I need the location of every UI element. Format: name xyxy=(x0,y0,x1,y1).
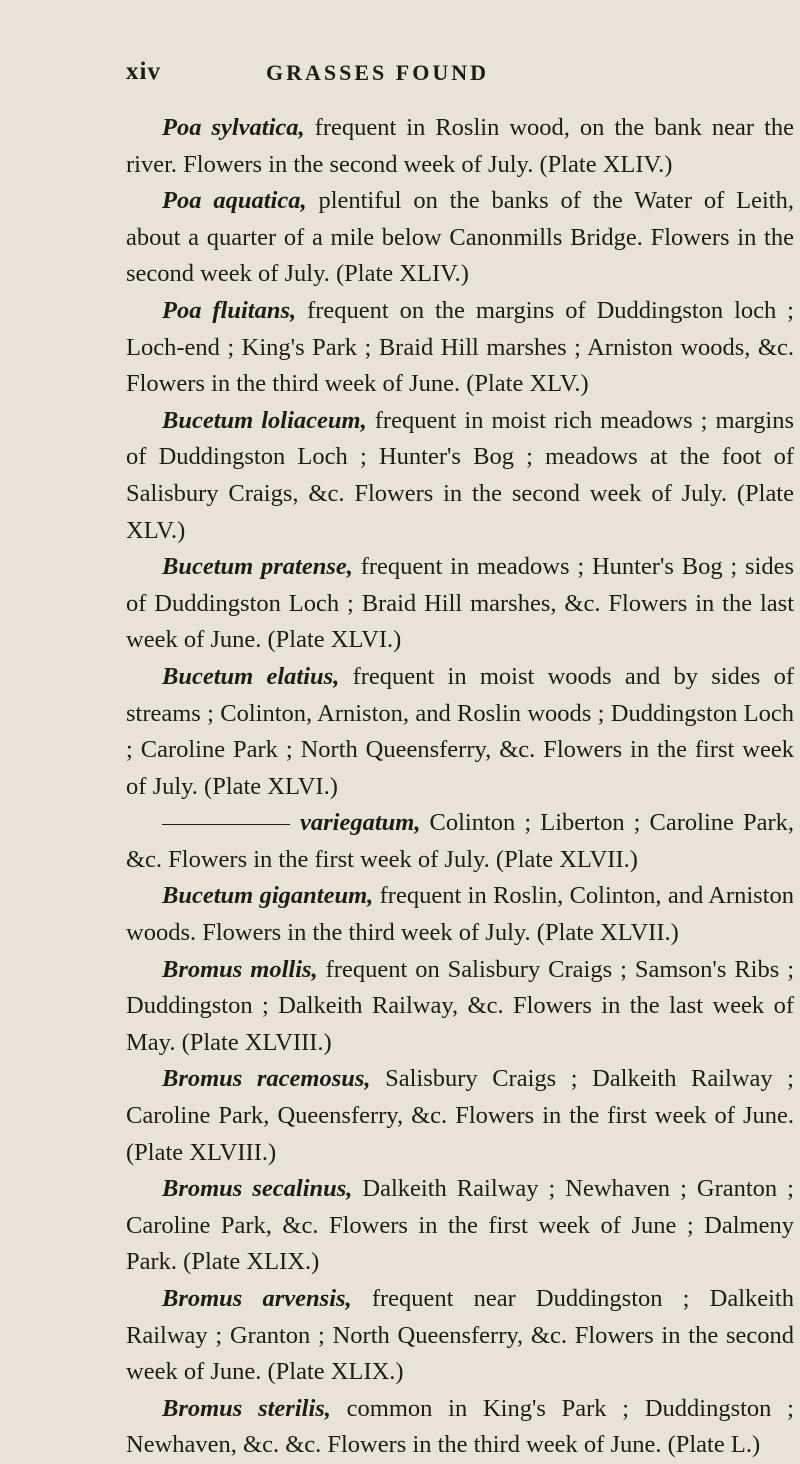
running-head: GRASSES FOUND xyxy=(266,60,489,85)
entry xyxy=(126,110,794,183)
species-name: Bucetum pratense, xyxy=(162,553,353,581)
entry-text: frequent in meadows ; Hunter's Bog ; sides of Duddingston Loch ; Braid Hill marshes, &c. Flowers in the last week of June. (Plate XLVI.) xyxy=(126,553,794,654)
entry xyxy=(126,659,794,805)
page-body xyxy=(126,110,794,1464)
entry-text: frequent in moist woods and by sides of streams ; Colinton, Arniston, and Roslin woods ; Duddingston Loch ; Caroline Park ; North Queensferry, &c. Flowers in the first week of July. (Plate XLVI.) xyxy=(126,662,794,800)
entry xyxy=(126,549,794,659)
entry xyxy=(126,805,794,878)
entry-text: Dalkeith Railway ; Newhaven ; Granton ; Caroline Park, &c. Flowers in the first week of June ; Dalmeny Park. (Plate XLIX.) xyxy=(126,1175,794,1276)
entry-text: frequent in Roslin, Colinton, and Arniston woods. Flowers in the third week of July. (Plate XLVII.) xyxy=(126,882,794,947)
entry-text: frequent on the margins of Duddingston loch ; Loch-end ; King's Park ; Braid Hill marshes ; Arniston woods, &c. Flowers in the third week of June. (Plate XLV.) xyxy=(126,296,794,398)
entry-text: frequent in moist rich meadows ; margins of Duddingston Loch ; Hunter's Bog ; meadows at the foot of Salisbury Craigs, &c. Flowers in the second week of July. (Plate XLV.) xyxy=(126,406,794,544)
entry-text: frequent on Salisbury Craigs ; Samson's Ribs ; Duddingston ; Dalkeith Railway, &c. Flowers in the last week of May. (Plate XLVIII.) xyxy=(126,955,795,1056)
entry xyxy=(126,183,794,293)
entry xyxy=(126,1281,794,1391)
species-name: Bromus sterilis, xyxy=(162,1394,331,1422)
entry xyxy=(126,878,794,951)
entry xyxy=(126,293,794,403)
entry-text: Salisbury Craigs ; Dalkeith Railway ; Caroline Park, Queensferry, &c. Flowers in the first week of June. (Plate XLVIII.) xyxy=(126,1065,794,1166)
species-name: Bromus racemosus, xyxy=(162,1065,371,1093)
species-name: Poa sylvatica, xyxy=(162,114,305,141)
ditto-dash xyxy=(162,824,290,825)
entry xyxy=(126,403,794,549)
entry-text: Colinton ; Liberton ; Caroline Park, &c. Flowers in the first week of July. (Plate XLVII.) xyxy=(126,809,794,873)
species-name: Bucetum giganteum, xyxy=(162,882,374,910)
species-name: variegatum, xyxy=(300,809,421,837)
entry xyxy=(126,1171,794,1281)
entry xyxy=(126,1391,794,1464)
species-name: Poa aquatica, xyxy=(162,187,307,215)
entry xyxy=(126,1061,794,1171)
species-name: Bromus secalinus, xyxy=(162,1175,353,1203)
entry-text: frequent in Roslin wood, on the bank near the river. Flowers in the second week of July. (Plate XLIV.) xyxy=(126,114,794,178)
entry-text: plentiful on the banks of the Water of Leith, about a quarter of a mile below Canonmills Bridge. Flowers in the second week of July. (Plate XLIV.) xyxy=(126,187,794,288)
species-name: Bucetum elatius, xyxy=(162,662,340,690)
species-name: Bromus mollis, xyxy=(162,955,318,983)
page-number: xiv xyxy=(126,58,161,85)
page-header xyxy=(126,58,686,98)
entry-text: common in King's Park ; Duddingston ; Newhaven, &c. &c. Flowers in the third week of June. (Plate L.) xyxy=(126,1394,794,1459)
species-name: Bucetum loliaceum, xyxy=(162,406,367,434)
species-name: Bromus arvensis, xyxy=(162,1285,352,1312)
entry-text: frequent near Duddingston ; Dalkeith Railway ; Granton ; North Queensferry, &c. Flowers in the second week of June. (Plate XLIX.) xyxy=(126,1285,794,1386)
species-name: Poa fluitans, xyxy=(162,296,297,324)
entry xyxy=(126,952,794,1062)
